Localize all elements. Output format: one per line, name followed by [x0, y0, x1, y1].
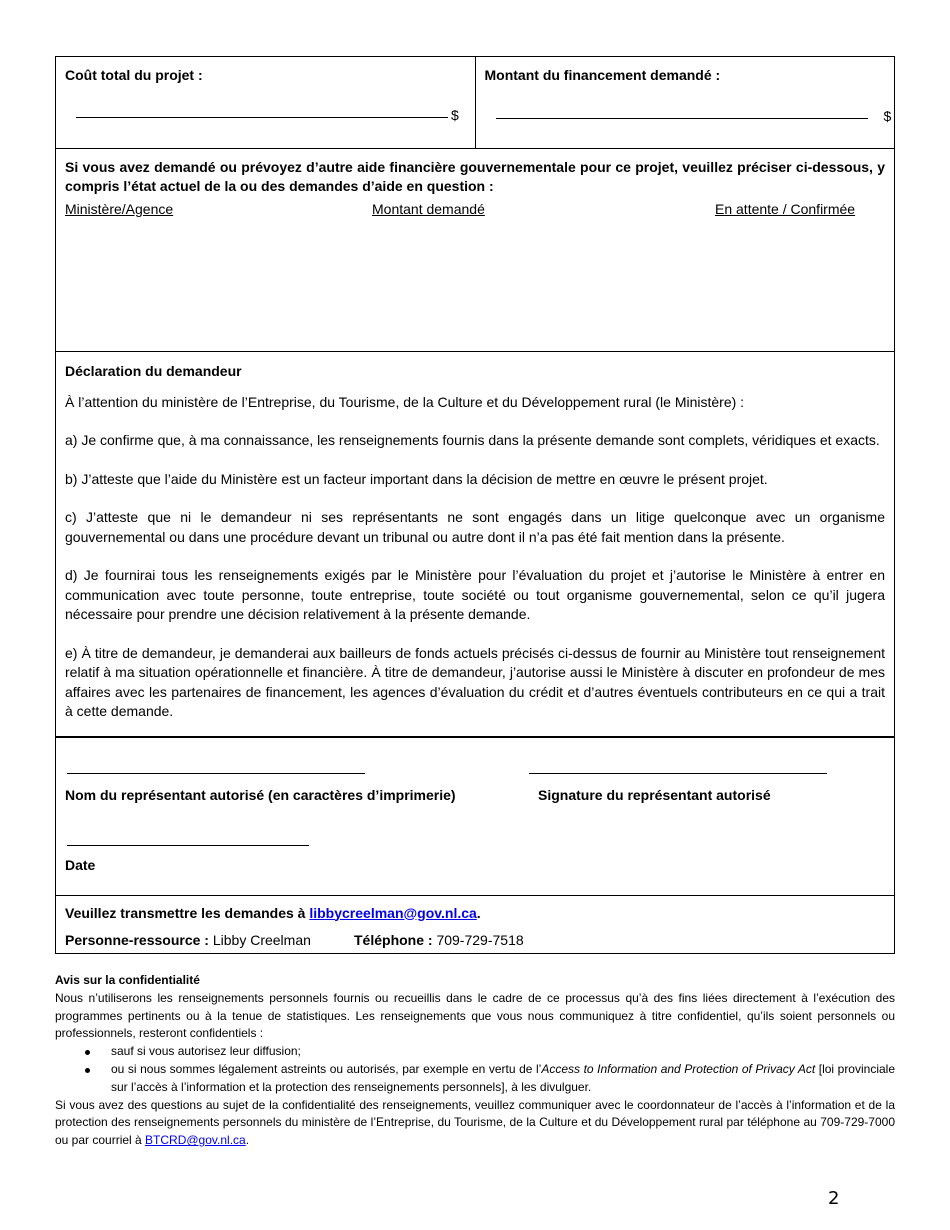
requested-amount-label: Montant du financement demandé : [484, 67, 721, 83]
total-cost-currency: $ [451, 107, 459, 123]
privacy-bullet-2-pre: ou si nous sommes légalement astreints ou autorisés, par exemple en vertu de l’ [111, 1061, 542, 1076]
page-number: 2 [828, 1188, 840, 1209]
cost-row [56, 57, 894, 149]
representative-name-field[interactable] [67, 773, 365, 774]
total-cost-label: Coût total du projet : [65, 67, 203, 83]
bullet-dot-icon [85, 1050, 90, 1055]
send-instructions [65, 904, 885, 924]
contact-person-label: Personne-ressource : [65, 932, 209, 948]
representative-name-label: Nom du représentant autorisé (en caractères d’imprimerie) [65, 786, 456, 803]
requested-amount-field[interactable] [496, 118, 868, 119]
privacy-email-link[interactable]: BTCRD@gov.nl.ca [145, 1133, 246, 1148]
column-ministry: Ministère/Agence [65, 201, 174, 217]
privacy-bullet-2-post: [loi provinciale sur l’accès à l’information et la protection des renseignements personnels], à les divulguer. [111, 1061, 896, 1094]
privacy-closing [55, 1097, 895, 1150]
privacy-intro: Nous n’utiliserons les renseignements personnels fournis ou recueillis dans le cadre de ce processus qu’à des fins liées directement à l’exécution des programmes pertinents ou à la tenue de statistiques. Les renseignements que vous nous communiquez à titre confidentiel, qu’ils soient personnels ou professionnels, resteront confidentiels : [55, 990, 895, 1041]
declaration-item-e: e) À titre de demandeur, je demanderai aux bailleurs de fonds actuels précisés ci-dessus de fournir au Ministère tout renseignement relatif à ma situation opérationnelle et financière. À titre de demandeur, j’autorise aussi le Ministère à discuter en profondeur de mes affaires avec les partenaires de financement, les agences d’évaluation du crédit et d’autres éventuels contributeurs en ce qui a trait à cette demande. [65, 644, 885, 719]
requested-amount-cell [475, 57, 895, 148]
privacy-closing-text: Si vous avez des questions au sujet de la confidentialité des renseignements, veuillez communiquer avec le coordonnateur de l’accès à l’information et de la protection des renseignements personnels du ministère de l’Entreprise, du Tourisme, de la Culture et du Développement rural par téléphone au 709-729-7000 ou par courriel à [55, 1097, 895, 1148]
date-field[interactable] [67, 845, 309, 846]
declaration-item-b: b) J’atteste que l’aide du Ministère est un facteur important dans la décision de mettre en œuvre le présent projet. [65, 470, 768, 487]
privacy-notice [55, 972, 895, 1150]
declaration-item-c: c) J’atteste que ni le demandeur ni ses représentants ne sont engagés dans un litige quelconque avec un organisme gouvernemental ou dans une procédure devant un tribunal ou autre dont il n’a pas été fait mention dans la présente. [65, 509, 885, 545]
signature-label: Signature du représentant autorisé [538, 786, 771, 803]
total-cost-cell [56, 57, 475, 148]
bullet-dot-icon [85, 1068, 90, 1073]
signature-field[interactable] [529, 773, 827, 774]
privacy-bullets [55, 1043, 895, 1096]
declaration-intro: À l’attention du ministère de l’Entreprise, du Tourisme, de la Culture et du Développement rural (le Ministère) : [65, 393, 745, 410]
other-aid-row [56, 149, 894, 352]
declaration-section [56, 352, 894, 738]
contact-person-line [65, 931, 885, 951]
privacy-bullet-2 [55, 1061, 895, 1097]
requested-amount-currency: $ [883, 108, 892, 124]
privacy-closing-end: . [245, 1133, 250, 1148]
send-suffix: . [476, 904, 481, 921]
privacy-act-title: Access to Information and Protection of Privacy Act [541, 1061, 816, 1076]
column-status: En attente / Confirmée [715, 201, 856, 217]
privacy-title: Avis sur la confidentialité [55, 973, 200, 987]
privacy-bullet-1-text: sauf si vous autorisez leur diffusion; [111, 1044, 301, 1059]
send-prefix: Veuillez transmettre les demandes à [65, 904, 310, 921]
contact-phone-label: Téléphone : [354, 932, 433, 948]
declaration-title: Déclaration du demandeur [65, 363, 242, 379]
total-cost-field[interactable] [76, 117, 448, 118]
column-amount: Montant demandé [372, 201, 485, 217]
contact-phone-value: 709-729-7518 [436, 932, 524, 948]
contact-phone-group [354, 931, 524, 951]
other-aid-question: Si vous avez demandé ou prévoyez d’autre aide financière gouvernementale pour ce projet, veuillez préciser ci-dessous, y compris l’état actuel de la ou des demandes d’aide en question : [65, 159, 885, 194]
contact-person-name: Libby Creelman [212, 932, 311, 948]
application-form [55, 56, 895, 954]
privacy-bullet-1 [55, 1043, 895, 1061]
date-label: Date [65, 856, 96, 873]
signature-section [56, 738, 894, 896]
contact-section [56, 896, 894, 953]
contact-email-link[interactable]: libbycreelman@gov.nl.ca [309, 904, 477, 921]
declaration-item-a: a) Je confirme que, à ma connaissance, les renseignements fournis dans la présente demande sont complets, véridiques et exacts. [65, 432, 880, 448]
declaration-item-d: d) Je fournirai tous les renseignements exigés par le Ministère pour l’évaluation du projet et j’autorise le Ministère à entrer en communication avec toute personne, toute entreprise, toute société ou tout organisme gouvernemental, selon ce qu’il jugera nécessaire pour prendre une décision relativement à la présente demande. [65, 567, 885, 622]
